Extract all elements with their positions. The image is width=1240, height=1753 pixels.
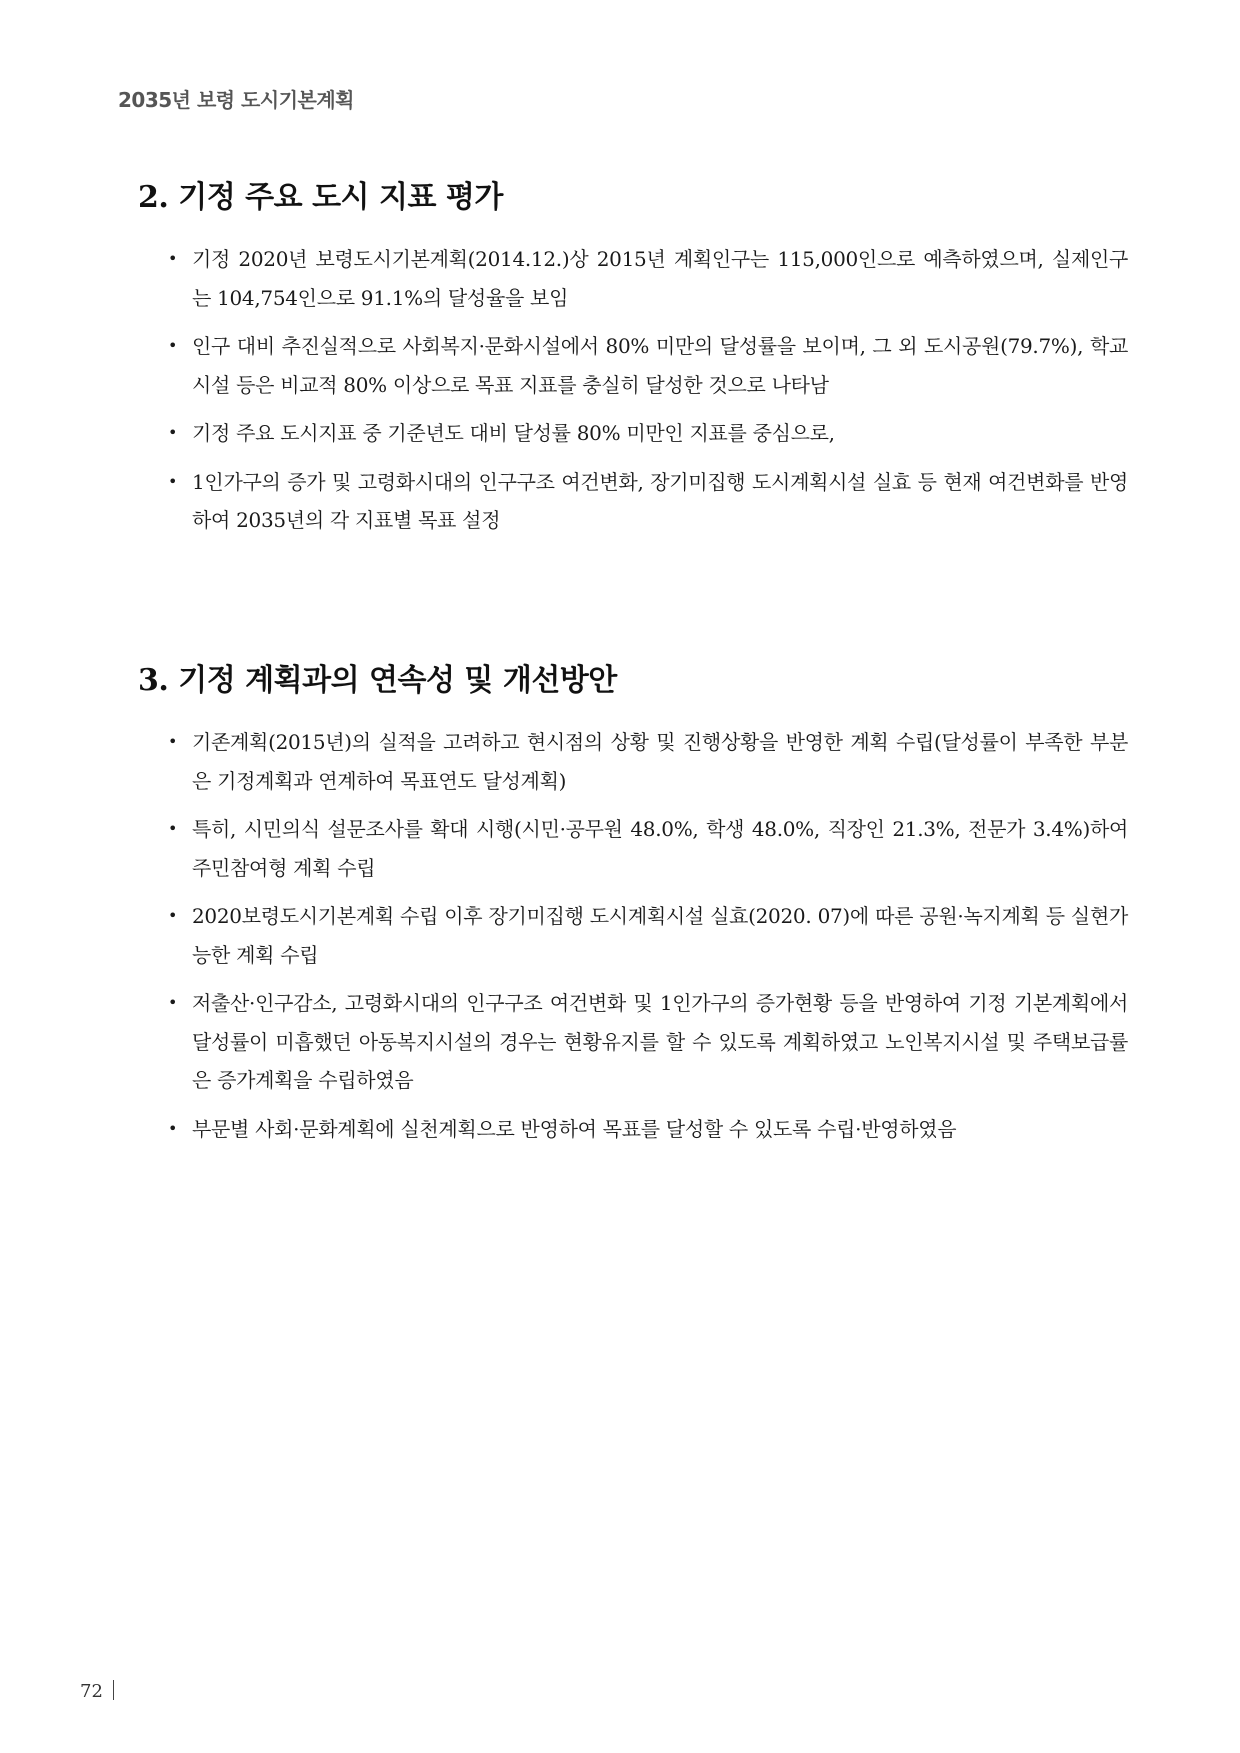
bullet-item (168, 1110, 1128, 1149)
bullet-dot-icon: • (168, 1118, 178, 1138)
section-title: 2. 기정 주요 도시 지표 평가 (138, 180, 503, 215)
section-title: 3. 기정 계획과의 연속성 및 개선방안 (138, 663, 617, 698)
bullet-dot-icon: • (168, 336, 178, 355)
section-indicator-evaluation (138, 172, 1128, 550)
page-number: 72 (80, 1681, 103, 1702)
bullet-item (168, 463, 1128, 540)
bullet-item (168, 723, 1128, 800)
bullet-text: 저출산·인구감소, 고령화시대의 인구구조 여건변화 및 1인가구의 증가현황 등을 반영하여 기정 기본계획에서 달성률이 미흡했던 아동복지시설의 경우는 현황유지를 할 수 있도록 계획하였고 노인복지시설 및 주택보급률은 증가계획을 수립하였음 (192, 991, 1128, 1092)
bullet-text: 인구 대비 추진실적으로 사회복지·문화시설에서 80% 미만의 달성률을 보이며, 그 외 도시공원(79.7%), 학교시설 등은 비교적 80% 이상으로 목표 지표를 충실히 달성한 것으로 나타남 (192, 334, 1128, 397)
bullet-dot-icon: • (168, 423, 178, 442)
bullet-text: 특히, 시민의식 설문조사를 확대 시행(시민·공무원 48.0%, 학생 48.0%, 직장인 21.3%, 전문가 3.4%)하여 주민참여형 계획 수립 (192, 817, 1128, 880)
bullet-item (168, 897, 1128, 974)
bullet-text: 기존계획(2015년)의 실적을 고려하고 현시점의 상황 및 진행상황을 반영한 계획 수립(달성률이 부족한 부분은 기정계획과 연계하여 목표연도 달성계획) (192, 730, 1128, 793)
bullet-dot-icon: • (168, 993, 178, 1012)
bullet-text: 기정 2020년 보령도시기본계획(2014.12.)상 2015년 계획인구는 115,000인으로 예측하였으며, 실제인구는 104,754인으로 91.1%의 달성율을 보임 (192, 247, 1128, 310)
bullet-dot-icon: • (168, 471, 178, 491)
bullet-text: 부문별 사회·문화계획에 실천계획으로 반영하여 목표를 달성할 수 있도록 수립·반영하였음 (192, 1116, 957, 1141)
bullet-dot-icon: • (168, 819, 178, 838)
bullet-item (168, 810, 1128, 887)
bullet-dot-icon: • (168, 732, 178, 751)
bullet-text: 2020보령도시기본계획 수립 이후 장기미집행 도시계획시설 실효(2020. 07)에 따른 공원·녹지계획 등 실현가능한 계획 수립 (192, 904, 1128, 967)
bullet-item (168, 327, 1128, 404)
section-continuity-improvement (138, 655, 1128, 1158)
page-footer (80, 1680, 114, 1702)
bullet-item (168, 984, 1128, 1100)
bullet-list (138, 723, 1128, 1148)
bullet-dot-icon: • (168, 249, 178, 268)
bullet-dot-icon: • (168, 906, 178, 925)
bullet-text: 1인가구의 증가 및 고령화시대의 인구구조 여건변화, 장기미집행 도시계획시설 실효 등 현재 여건변화를 반영하여 2035년의 각 지표별 목표 설정 (192, 469, 1128, 532)
bullet-item (168, 414, 1128, 453)
bullet-list (138, 240, 1128, 540)
bullet-item (168, 240, 1128, 317)
footer-divider (113, 1680, 114, 1700)
bullet-text: 기정 주요 도시지표 중 기준년도 대비 달성률 80% 미만인 지표를 중심으로, (192, 421, 835, 445)
running-header-title: 2035년 보령 도시기본계획 (118, 88, 354, 112)
